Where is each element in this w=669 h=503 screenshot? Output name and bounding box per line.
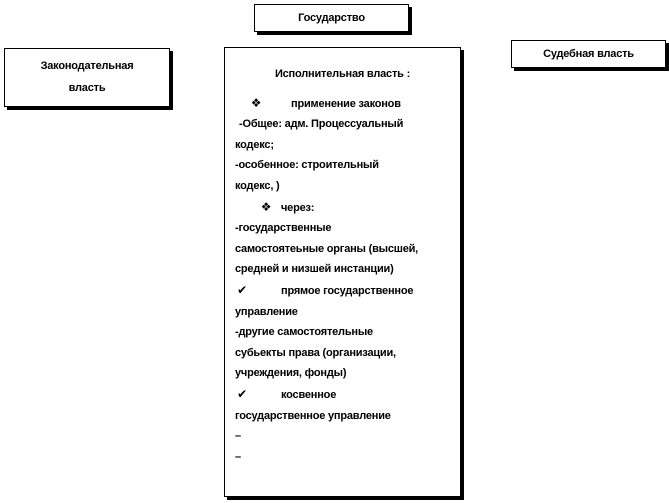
state-label: Государство (298, 12, 365, 24)
check-bullet-icon: ✔ (237, 386, 247, 401)
executive-title: Исполнительная власть : (274, 68, 411, 80)
general-code-line2: кодекс; (235, 138, 274, 151)
check-direct (235, 280, 450, 302)
general-code-line1: -Общее: адм. Процессуальный (239, 118, 404, 131)
special-code-line2: кодекс, ) (235, 179, 280, 192)
judicial-label: Судебная власть (543, 48, 634, 60)
legislative-label-line1: Законодательная (40, 60, 134, 72)
check-bullet-icon: ✔ (237, 282, 247, 297)
bullet-application (235, 93, 450, 115)
executive-box (224, 47, 461, 497)
check-direct-label: прямое государственное (281, 284, 414, 297)
check-indirect-line2: государственное управление (235, 409, 391, 422)
subjects-line2: субьекты права (организации, (235, 346, 396, 359)
check-indirect (235, 384, 450, 406)
diamond-bullet-icon: ❖ (250, 95, 262, 110)
diamond-bullet-icon: ❖ (260, 199, 272, 214)
orgs-line1: -государственные (235, 222, 332, 235)
dash-line1: – (235, 430, 241, 443)
orgs-line3: средней и низшей инстанции) (235, 263, 394, 276)
bullet-application-label: применение законов (291, 97, 401, 110)
orgs-line2: самостоятеьные органы (высшей, (235, 242, 419, 255)
legislative-box (4, 48, 170, 107)
check-direct-line2: управление (235, 305, 298, 318)
bullet-through (235, 197, 450, 219)
subjects-line3: учреждения, фонды) (235, 367, 347, 380)
dash-line2: – (235, 450, 241, 463)
check-indirect-label: косвенное (281, 388, 337, 401)
judicial-box (511, 40, 666, 68)
legislative-label-line2: власть (68, 82, 106, 94)
state-box (254, 4, 409, 32)
subjects-line1: -другие самостоятельные (235, 326, 373, 339)
special-code-line1: -особенное: строительный (235, 159, 379, 172)
bullet-through-label: через: (281, 201, 315, 214)
